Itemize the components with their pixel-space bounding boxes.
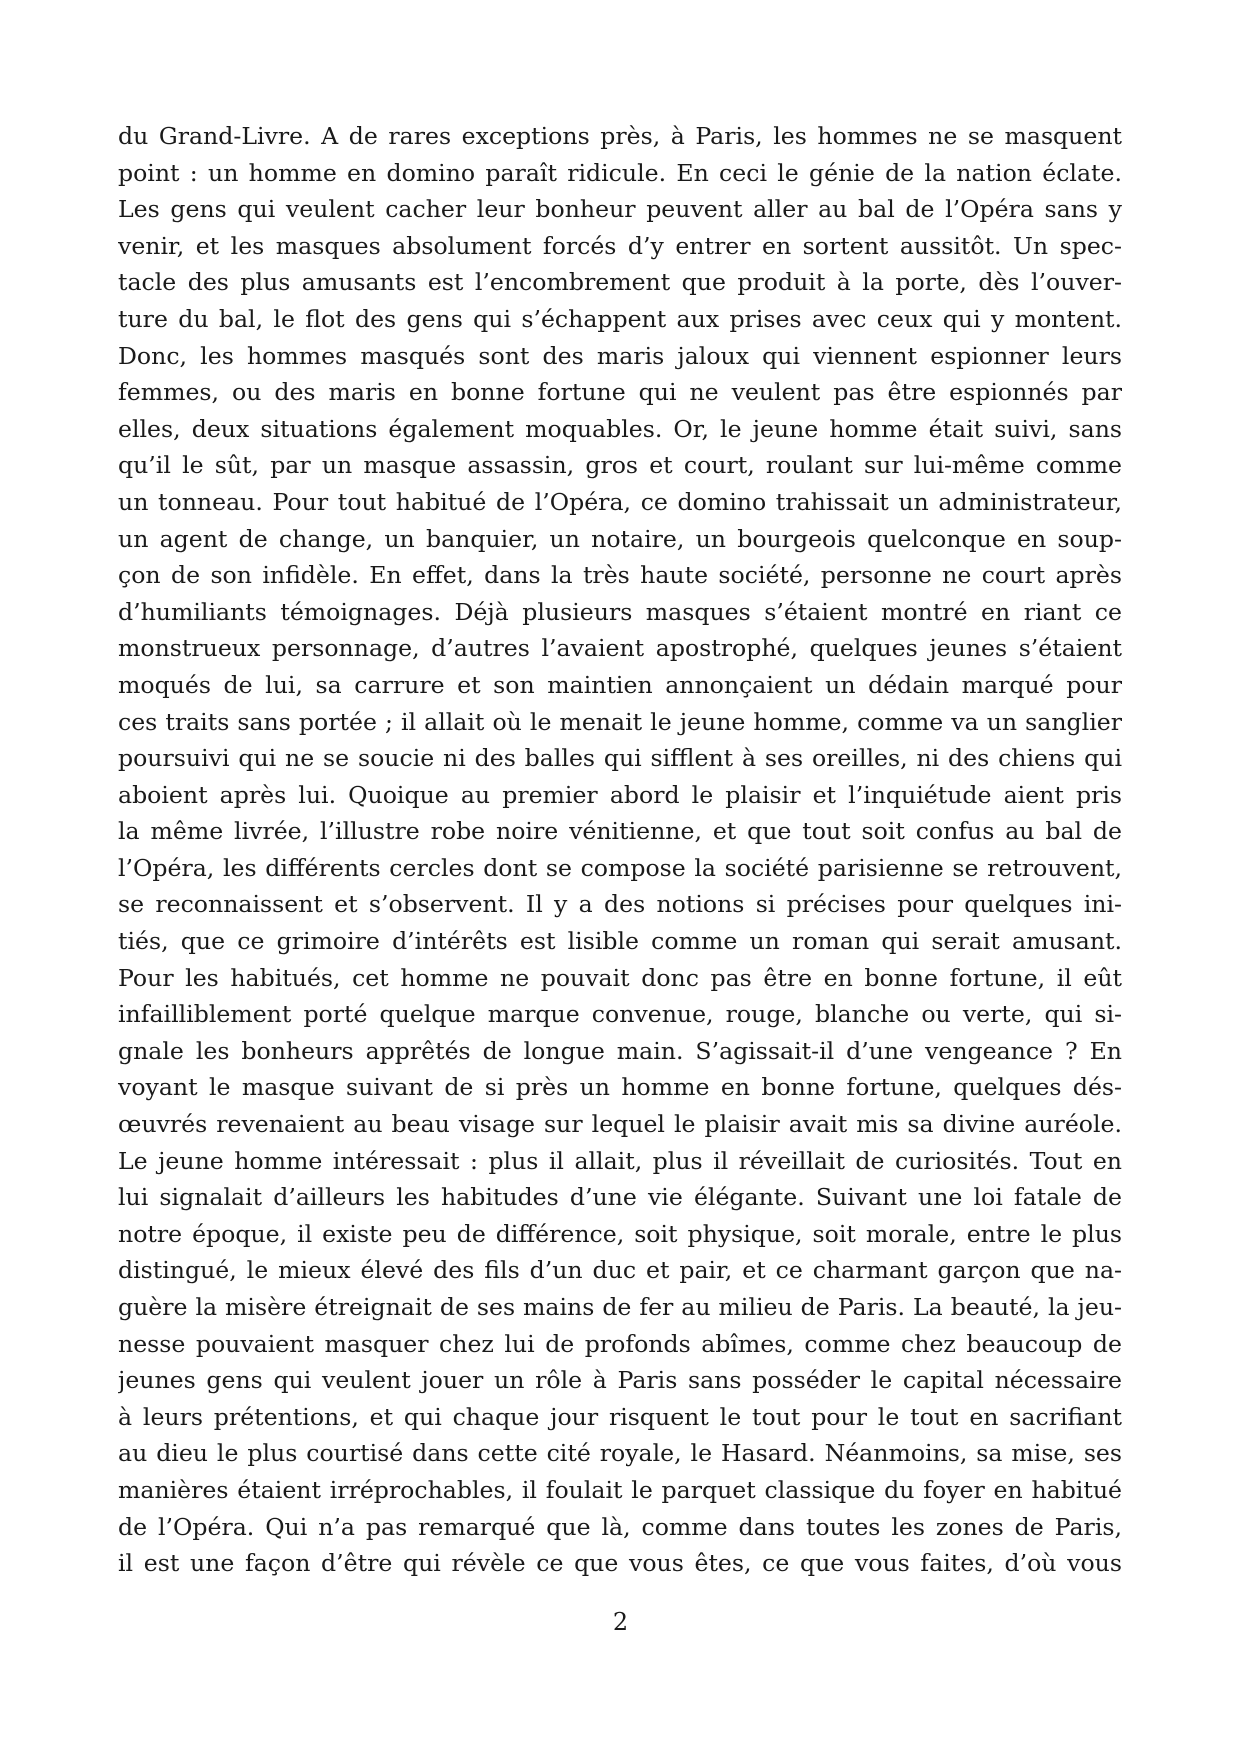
text-line: Le jeune homme intéressait : plus il allait, plus il réveillait de curiosités. Tout en: [118, 1146, 1122, 1175]
text-line: point : un homme en domino paraît ridicule. En ceci le génie de la nation éclate.: [118, 158, 1122, 187]
text-line: ture du bal, le flot des gens qui s’échappent aux prises avec ceux qui y montent.: [118, 304, 1122, 333]
text-line: Pour les habitués, cet homme ne pouvait donc pas être en bonne fortune, il eût: [118, 963, 1122, 992]
body-text: [118, 118, 1122, 1582]
text-line: du Grand-Livre. A de rares exceptions près, à Paris, les hommes ne se masquent: [118, 122, 1122, 150]
text-line: se reconnaissent et s’observent. Il y a des notions si précises pour quelques ini-: [118, 890, 1122, 919]
text-line: un tonneau. Pour tout habitué de l’Opéra, ce domino trahissait un administrateur,: [118, 487, 1122, 516]
text-line: distingué, le mieux élevé des fils d’un duc et pair, et ce charmant garçon que na-: [118, 1256, 1122, 1285]
text-line: au dieu le plus courtisé dans cette cité royale, le Hasard. Néanmoins, sa mise, ses: [118, 1439, 1122, 1468]
text-line: voyant le masque suivant de si près un homme en bonne fortune, quelques dés-: [118, 1073, 1122, 1102]
text-line: œuvrés revenaient au beau visage sur lequel le plaisir avait mis sa divine auréole.: [118, 1110, 1122, 1139]
text-line: notre époque, il existe peu de différence, soit physique, soit morale, entre le plus: [118, 1219, 1122, 1248]
text-line: jeunes gens qui veulent jouer un rôle à Paris sans posséder le capital nécessaire: [118, 1366, 1122, 1395]
text-line: il est une façon d’être qui révèle ce que vous êtes, ce que vous faites, d’où vous: [118, 1549, 1122, 1578]
text-line: Les gens qui veulent cacher leur bonheur peuvent aller au bal de l’Opéra sans y: [118, 195, 1122, 224]
text-line: femmes, ou des maris en bonne fortune qui ne veulent pas être espionnés par: [118, 378, 1122, 407]
text-line: tacle des plus amusants est l’encombrement que produit à la porte, dès l’ouver-: [118, 268, 1122, 297]
text-line: la même livrée, l’illustre robe noire vénitienne, et que tout soit confus au bal de: [118, 817, 1122, 846]
text-line: de l’Opéra. Qui n’a pas remarqué que là, comme dans toutes les zones de Paris,: [118, 1512, 1122, 1541]
text-line: elles, deux situations également moquables. Or, le jeune homme était suivi, sans: [118, 414, 1122, 443]
text-line: gnale les bonheurs apprêtés de longue main. S’agissait-il d’une vengeance ? En: [118, 1036, 1122, 1065]
text-line: ces traits sans portée ; il allait où le menait le jeune homme, comme va un sanglier: [118, 707, 1122, 736]
text-line: lui signalait d’ailleurs les habitudes d’une vie élégante. Suivant une loi fatale de: [118, 1183, 1122, 1212]
text-line: nesse pouvaient masquer chez lui de profonds abîmes, comme chez beaucoup de: [118, 1329, 1122, 1358]
text-line: à leurs prétentions, et qui chaque jour risquent le tout pour le tout en sacrifiant: [118, 1402, 1122, 1431]
text-line: l’Opéra, les différents cercles dont se compose la société parisienne se retrouvent,: [118, 853, 1122, 882]
page-number: 2: [612, 1608, 629, 1636]
text-line: poursuivi qui ne se soucie ni des balles qui sifflent à ses oreilles, ni des chiens qui: [118, 744, 1122, 773]
text-line: aboient après lui. Quoique au premier abord le plaisir et l’inquiétude aient pris: [118, 780, 1122, 809]
text-line: infailliblement porté quelque marque convenue, rouge, blanche ou verte, qui si-: [118, 1000, 1122, 1029]
text-line: venir, et les masques absolument forcés d’y entrer en sortent aussitôt. Un spec-: [118, 231, 1122, 260]
text-line: çon de son infidèle. En effet, dans la très haute société, personne ne court après: [118, 561, 1122, 590]
text-line: moqués de lui, sa carrure et son maintien annonçaient un dédain marqué pour: [118, 670, 1122, 699]
text-line: guère la misère étreignait de ses mains de fer au milieu de Paris. La beauté, la jeu-: [118, 1293, 1122, 1321]
text-line: un agent de change, un banquier, un notaire, un bourgeois quelconque en soup-: [118, 524, 1122, 553]
text-line: d’humiliants témoignages. Déjà plusieurs masques s’étaient montré en riant ce: [118, 597, 1122, 626]
text-line: qu’il le sût, par un masque assassin, gros et court, roulant sur lui-même comme: [118, 451, 1122, 480]
text-line: Donc, les hommes masqués sont des maris jaloux qui viennent espionner leurs: [118, 341, 1122, 370]
text-line: monstrueux personnage, d’autres l’avaient apostrophé, quelques jeunes s’étaient: [118, 634, 1122, 663]
text-line: manières étaient irréprochables, il foulait le parquet classique du foyer en habitué: [118, 1475, 1122, 1504]
text-line: tiés, que ce grimoire d’intérêts est lisible comme un roman qui serait amusant.: [118, 927, 1122, 956]
